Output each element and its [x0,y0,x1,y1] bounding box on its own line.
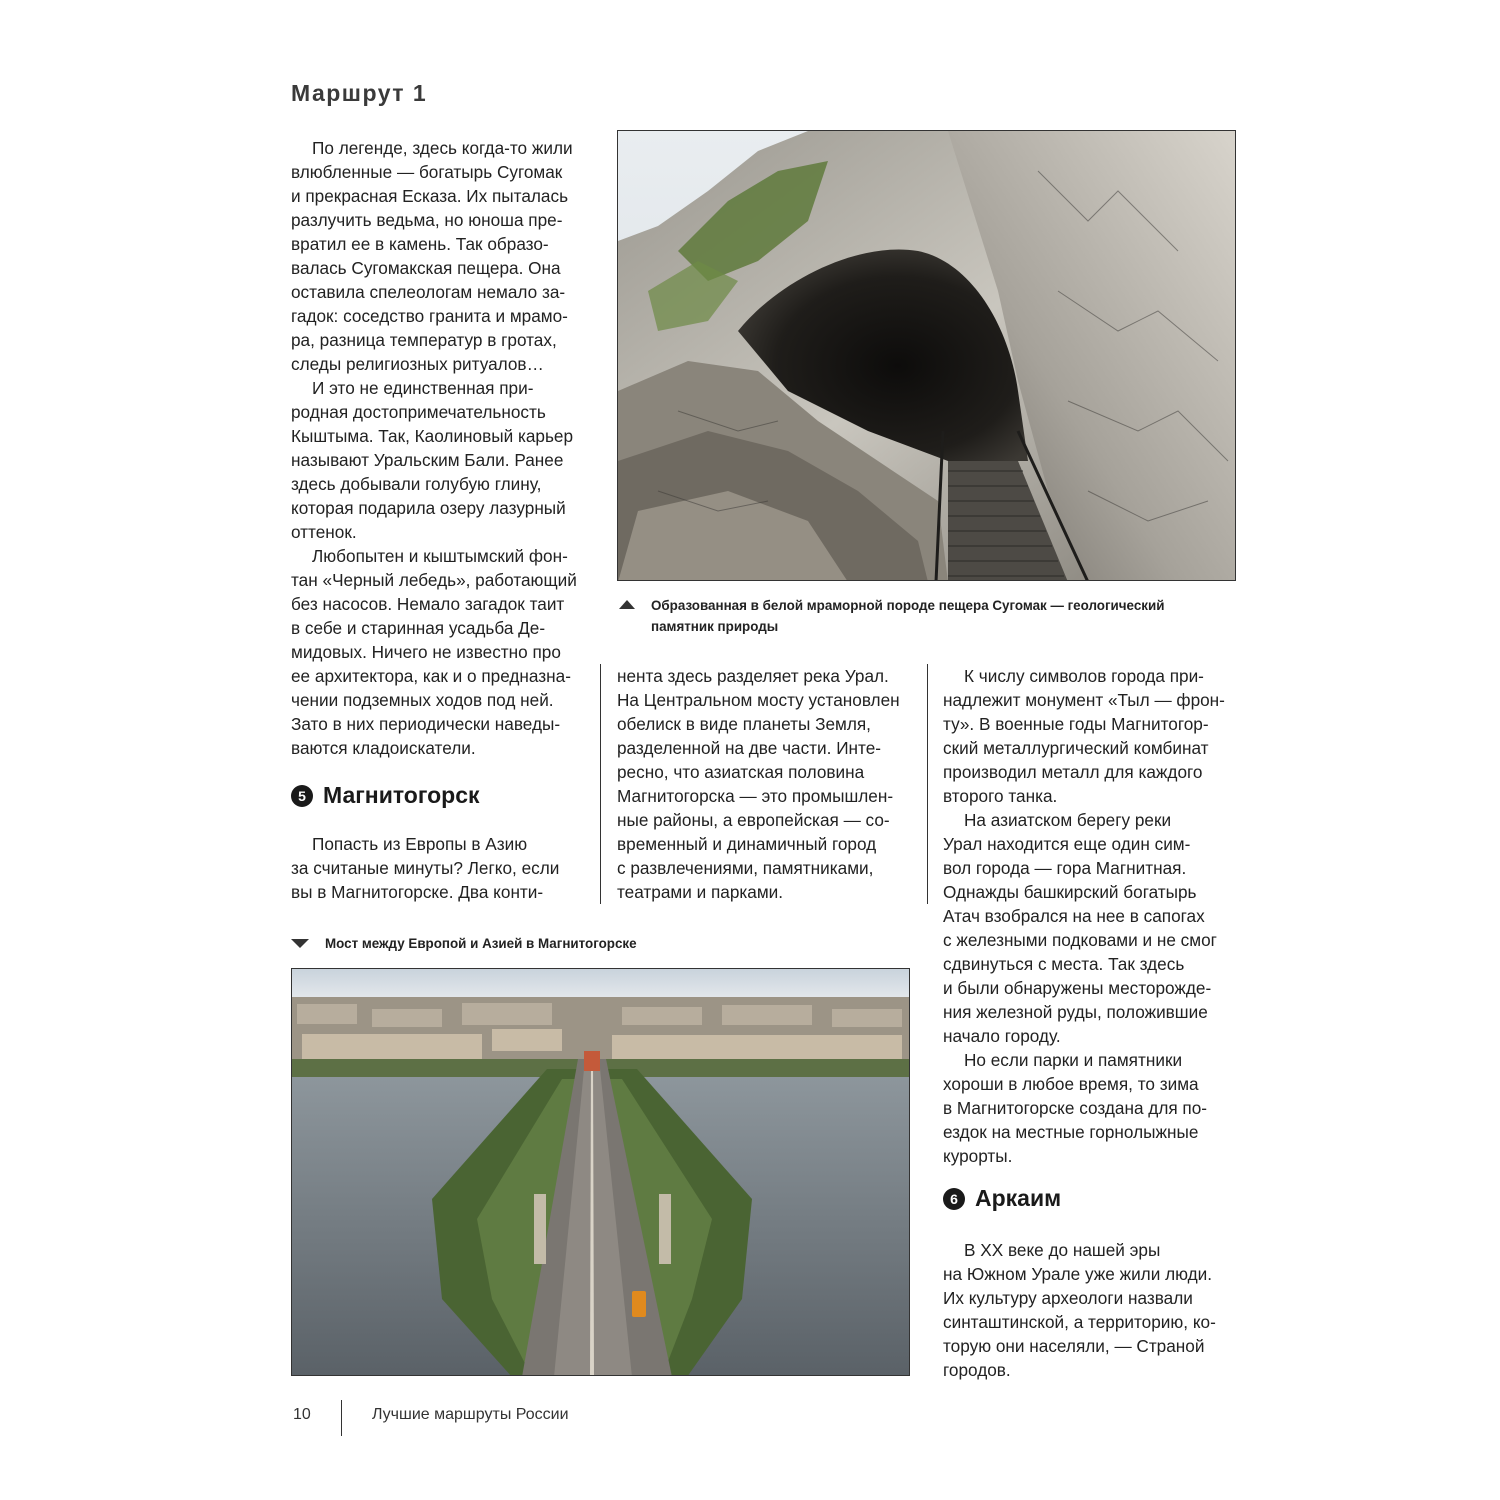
paragraph: И это не единственная при- родная достопримечательность Кыштыма. Так, Каолиновый карьер называют Уральским Бали. Ранее здесь добывали голубую глину, которая подарила озеру лазурный оттенок. [291,378,574,542]
left-column [291,136,591,760]
caption-arrow-down-icon [291,939,309,948]
section5-intro [291,832,591,904]
paragraph: К числу символов города при- надлежит монумент «Тыл — фрон- ту». В военные годы Магнитогор- ский металлургический комбинат производил металл для каждого второго танка. [943,666,1225,806]
column-divider [600,664,601,904]
book-title: Лучшие маршруты России [372,1406,569,1423]
paragraph: На азиатском берегу реки Урал находится еще один сим- вол города — гора Магнитная. Однажды башкирский богатырь Атач взобрался на нее в сапогах с железными подковами и не смог сдвинуться с места. Так здесь и были обнаружены месторожде- ния железной руды, положившие начало городу. [943,810,1217,1046]
section-heading-arkaim [943,1185,1061,1212]
paragraph: нента здесь разделяет река Урал. На Центральном мосту установлен обелиск в виде планеты Земля, разделенной на две части. Инте- ресно, что азиатская половина Магнитогорска — это промышлен- ные районы, а европейская — со- временный и динамичный город с развлечениями, памятниками, театрами и парками. [617,666,900,902]
paragraph: По легенде, здесь когда-то жили влюбленные — богатырь Сугомак и прекрасная Есказа. Их пыталась разлучить ведьма, но юноша пре- вратил ее в камень. Так образо- валась Сугомакская пещера. Она оставила спелеологам немало за- гадок: соседство гранита и мрамо- ра, разница температур в гротах, следы религиозных ритуалов… [291,138,573,374]
section-title: Магнитогорск [323,782,480,808]
paragraph: Попасть из Европы в Азию за считаные минуты? Легко, если вы в Магнитогорске. Два конти- [291,834,560,902]
section-title: Аркаим [975,1185,1062,1211]
cave-photo [617,130,1236,581]
section-number-badge: 5 [291,785,313,807]
bridge-illustration [292,969,910,1376]
middle-column [617,664,917,904]
section-heading-magnitogorsk [291,782,480,809]
bridge-photo [291,968,910,1376]
footer-divider [341,1400,342,1436]
paragraph: Но если парки и памятники хороши в любое время, то зима в Магнитогорске создана для по- ездок на местные горнолыжные курорты. [943,1050,1208,1166]
cave-caption: Образованная в белой мраморной породе пещера Сугомак — геологический памятник природы [651,598,1165,634]
route-title: Маршрут 1 [291,80,428,106]
section6-text [943,1238,1243,1382]
caption-arrow-up-icon [619,600,635,609]
page-number: 10 [293,1406,311,1423]
bridge-caption: Мост между Европой и Азией в Магнитогорске [325,936,637,951]
right-column [943,664,1243,1168]
cave-illustration [618,131,1236,581]
paragraph: Любопытен и кыштымский фон- тан «Черный лебедь», работающий без насосов. Немало загадок таит в себе и старинная усадьба Де- мидовых. Ничего не известно про ее архитектора, как и о предназна- чении подземных ходов под ней. Зато в них периодически наведы- ваются кладоискатели. [291,546,577,758]
section-number-badge: 6 [943,1188,965,1210]
paragraph: В XX веке до нашей эры на Южном Урале уже жили люди. Их культуру археологи назвали синташтинской, а территорию, ко- торую они населяли, — Страной городов. [943,1240,1216,1380]
column-divider [927,664,928,904]
